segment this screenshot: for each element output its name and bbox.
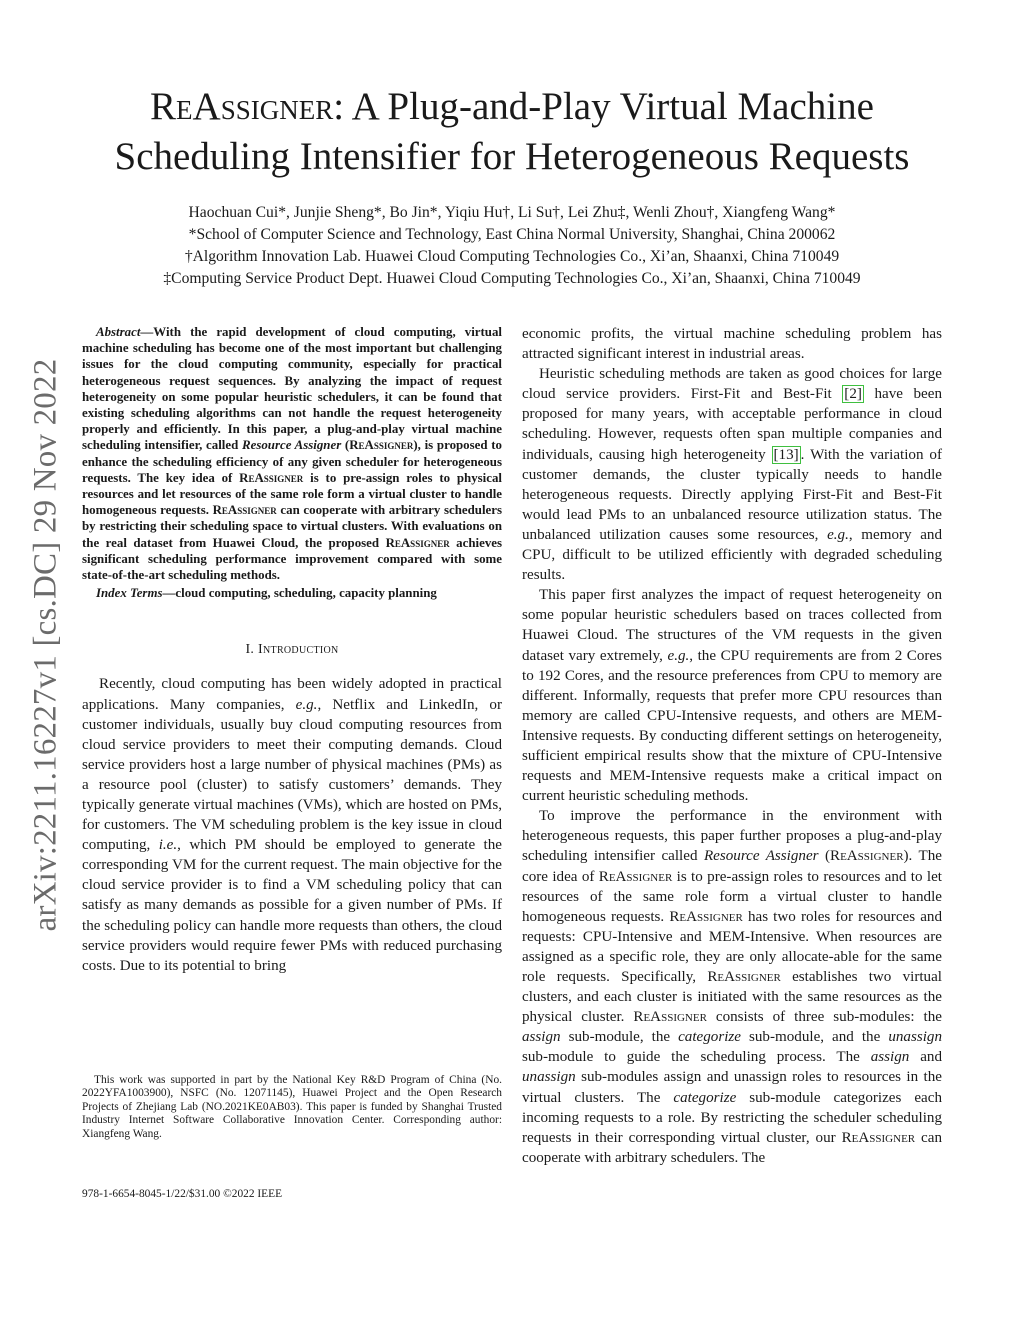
right-p2-text-a: Heuristic scheduling methods are taken as good choices for large cloud service providers. First-Fit and Best-Fit	[522, 366, 942, 403]
abstract-text-5: can cooperate with arbitrary schedulers by restricting their scheduling space to virtual clusters. With evaluations on the real dataset from Huawei Cloud, the proposed	[82, 503, 502, 550]
abstract-text-4: is to pre-assign roles to physical resources and let resources of the same role form a virtual cluster to handle homogeneous requests.	[82, 470, 502, 518]
copyright-notice: 978-1-6654-8045-1/22/$31.00 ©2022 IEEE	[82, 1188, 283, 1200]
intro-p1-ie: i.e.	[158, 837, 178, 854]
right-paragraph-4	[522, 806, 942, 1168]
right-p4-abbr-5: ReAssigner	[633, 1009, 707, 1026]
right-p4-text-f: establishes two virtual clusters, and each cluster is initiated with the same resources as the physical cluster.	[522, 969, 942, 1026]
paper-title	[60, 82, 964, 182]
index-terms-text: —cloud computing, scheduling, capacity planning	[162, 586, 437, 601]
intro-p1-eg: e.g.	[295, 696, 318, 713]
right-p4-categorize-1: categorize	[678, 1029, 741, 1046]
arxiv-id-text: arXiv:2211.16227v1 [cs.DC] 29 Nov 2022	[27, 358, 64, 932]
right-p3-text-a: This paper first analyzes the impact of request heterogeneity on some popular heuristic schedulers based on traces collected from Huawei Cloud. The structures of the VM requests in the given dataset vary extremely,	[522, 587, 942, 664]
right-p4-assign-1: assign	[522, 1029, 561, 1046]
right-p2-eg: e.g.	[827, 526, 849, 543]
right-p4-text-a: To improve the performance in the environment with heterogeneous requests, this paper further proposes a plug-and-play scheduling intensifier called	[522, 808, 942, 865]
intro-p1-text-c: , which PM should be employed to generate the corresponding VM for the current request. The main objective for the cloud service provider is to find a VM scheduling policy that can satisfy as many demands as possible for a given number of PMs. If the scheduling policy can handle more requests than others, the cloud service providers would require fewer PMs with reduced purchasing costs. Due to its potential to bring	[82, 837, 502, 974]
affiliation-2: †Algorithm Innovation Lab. Huawei Cloud Computing Technologies Co., Xi’an, Shaanxi, China 710049	[184, 248, 840, 265]
abstract-abbr-1: ReAssigner	[349, 438, 414, 453]
index-terms	[82, 585, 502, 601]
right-p4-text-l: sub-modules assign and unassign roles to resources in the virtual clusters. The	[522, 1069, 942, 1106]
title-system-name: ReAssigner	[150, 85, 334, 128]
author-names: Haochuan Cui*, Junjie Sheng*, Bo Jin*, Yiqiu Hu†, Li Su†, Lei Zhu‡, Wenli Zhou†, Xiangfeng Wang*	[188, 204, 836, 221]
intro-p1-text-a: Recently, cloud computing has been widely adopted in practical applications. Many companies,	[82, 676, 502, 713]
abstract-abbr-2: ReAssigner	[239, 470, 304, 485]
title-line-1	[60, 82, 964, 132]
title-line-2: Scheduling Intensifier for Heterogeneous Requests	[114, 135, 910, 178]
intro-p1-text-b: , Netflix and LinkedIn, or customer individuals, usually buy cloud computing resources from cloud service providers to meet their computing demands. Cloud service providers host a large number of physical machines (PMs) as a resource pool (cluster) to satisfy customers’ demands. They typically generate virtual machines (VMs), which are hosted on PMs, for customers. The VM scheduling problem is the key issue in cloud computing,	[82, 696, 502, 854]
right-p4-abbr-4: ReAssigner	[707, 969, 781, 985]
abstract-text-6: achieves significant scheduling performance improvement compared with some state-of-the-art scheduling methods.	[82, 535, 503, 583]
right-p4-text-d: is to pre-assign roles to resources and to let resources of the same role form a virtual cluster to handle homogeneous requests.	[522, 868, 942, 925]
abstract-text-1: —With the rapid development of cloud computing, virtual machine scheduling has become one of the most important but challenging issues for the cloud computing community, especially for practical heterogeneous request sequences. By analyzing the impact of request heterogeneity on some popular heuristic schedulers, it can be found that existing scheduling algorithms can not handle the request heterogeneity properly and efficiently. In this paper, a plug-and-play virtual machine scheduling intensifier, called	[82, 325, 502, 453]
title-line-1-rest: : A Plug-and-Play Virtual Machine	[333, 85, 874, 128]
right-p4-text-m: sub-module categorizes each incoming requests to a role. By restricting the scheduler scheduling requests in their corresponding virtual cluster, our	[522, 1089, 942, 1146]
right-p4-categorize-2: categorize	[673, 1089, 737, 1106]
right-p4-abbr-2: ReAssigner	[598, 868, 673, 885]
abstract	[82, 324, 502, 583]
right-p4-abbr-6: ReAssigner	[841, 1129, 916, 1146]
right-p2-text-d: , memory and CPU, difficult to be utilized efficiently with degraded scheduling results.	[522, 526, 942, 584]
citation-link-2[interactable]: [2]	[844, 386, 862, 403]
right-paragraph-2	[522, 364, 942, 585]
right-p2-text-c: . With the variation of customer demands, the cluster typically needs to handle heterogeneous requests. Directly applying First-Fit and Best-Fit would lead PMs to an unbalanced resource utilization status. The unbalanced utilization causes some resources,	[522, 446, 942, 543]
section-heading-introduction	[82, 642, 502, 658]
index-terms-label: Index Terms	[96, 586, 163, 601]
right-column	[522, 324, 942, 1168]
right-p3-text-b: , the CPU requirements are from 2 Cores to 192 Cores, and the resource preferences from CPU to memory are different. Informally, requests that prefer more CPU resources than memory are called CPU-Intensive requests, and others are MEM-Intensive requests. By conducting different settings on heterogeneity, sufficient empirical results show that the mixture of CPU-Intensive requests and MEM-Intensive requests make a critical impact on current heuristic scheduling methods.	[522, 647, 942, 805]
abstract-abbr-3: ReAssigner	[212, 503, 277, 518]
right-p4-assign-2: assign	[870, 1049, 910, 1066]
right-p4-abbr-1: ReAssigner	[830, 848, 904, 865]
right-p4-text-e: has two roles for resources and requests: CPU-Intensive and MEM-Intensive. When resources are assigned as a specific role, they are only allocate-able for the same role requests. Specifically,	[522, 908, 942, 985]
arxiv-side-identifier	[26, 345, 66, 945]
right-p4-text-g: consists of three sub-modules: the	[706, 1009, 942, 1026]
affiliation-3: ‡Computing Service Product Dept. Huawei Cloud Computing Technologies Co., Xi’an, Shaanxi, China 710049	[163, 270, 861, 287]
right-p4-unassign-1: unassign	[888, 1029, 942, 1046]
author-block	[60, 202, 964, 290]
right-p2-text-b: have been proposed for many years, with acceptable performance in cloud scheduling. However, requests often span multiple companies and individuals, causing high heterogeneity	[522, 386, 942, 463]
right-p4-text-k: and	[909, 1049, 942, 1066]
right-p4-text-n: can cooperate with arbitrary schedulers. The	[522, 1129, 942, 1166]
right-p4-text-c: ). The core idea of	[522, 848, 942, 885]
section-title: Introduction	[258, 642, 339, 658]
abstract-abbr-4: ReAssigner	[385, 535, 450, 550]
right-paragraph-3	[522, 585, 942, 806]
right-p4-system-name: Resource Assigner	[703, 848, 819, 865]
abstract-text-3: ), is proposed to enhance the scheduling efficiency of any given scheduler for heterogeneous requests. The key idea of	[82, 438, 502, 485]
intro-paragraph-1	[82, 674, 502, 975]
affiliation-1: *School of Computer Science and Technology, East China Normal University, Shanghai, China 200062	[188, 226, 836, 243]
funding-footnote: This work was supported in part by the National Key R&D Program of China (No. 2022YFA1003900), NSFC (No. 12071145), Huawei Project and the Open Research Projects of Zhejiang Lab (NO.2021KE0AB03). This paper is funded by Shanghai Trusted Industry Internet Software Collaborative Innovation Center. Corresponding author: Xiangfeng Wang.	[82, 1074, 502, 1140]
right-p4-unassign-2: unassign	[522, 1069, 576, 1086]
abstract-label: Abstract	[96, 325, 141, 339]
right-p4-text-j: sub-module to guide the scheduling process. The	[522, 1049, 871, 1066]
right-p4-text-b: (	[818, 848, 830, 865]
abstract-system-name: Resource Assigner	[242, 438, 342, 453]
right-p4-text-h: sub-module, the	[560, 1029, 679, 1046]
right-p4-abbr-3: ReAssigner	[669, 908, 743, 925]
abstract-text-2: (	[341, 438, 350, 453]
left-column	[82, 324, 502, 976]
right-p3-eg: e.g.	[667, 647, 690, 664]
right-paragraph-1: economic profits, the virtual machine scheduling problem has attracted significant interest in industrial areas.	[522, 326, 942, 363]
right-p4-text-i: sub-module, and the	[740, 1029, 889, 1046]
citation-link-13[interactable]: [13]	[773, 446, 799, 463]
section-number: I.	[245, 642, 255, 658]
